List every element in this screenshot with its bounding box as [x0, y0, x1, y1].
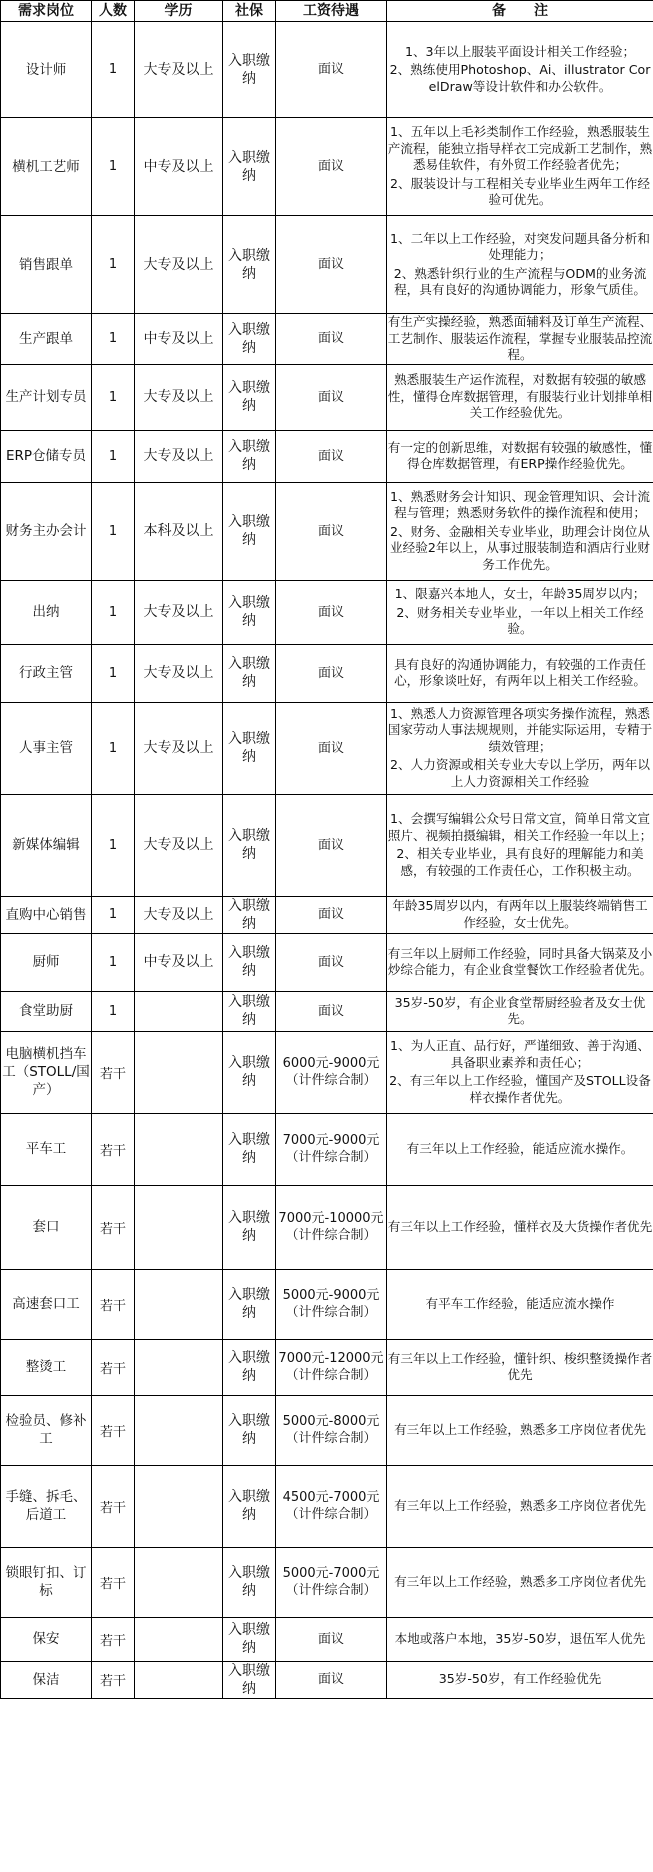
note-line: 2、人力资源或相关专业大专以上学历，两年以上人力资源相关工作经验 — [390, 757, 650, 789]
note-line: 有三年以上工作经验，能适应流水操作。 — [406, 1140, 634, 1156]
note-line: 有三年以上工作经验，熟悉多工序岗位者优先 — [394, 1497, 646, 1513]
headcount-cell: 若干 — [92, 1113, 135, 1185]
headcount-cell: 若干 — [92, 1547, 135, 1617]
note-line: 2、财务、金融相关专业毕业，助理会计岗位从业经验2年以上，从事过服装制造和酒店行业财务工作优先。 — [390, 523, 650, 572]
position-cell: 生产计划专员 — [1, 364, 92, 430]
salary-cell: 面议 — [276, 216, 387, 314]
note-line: 1、会撰写编辑公众号日常文宣，简单日常文宣照片、视频拍摄编辑，相关工作经验一年以上； — [387, 811, 653, 843]
notes-cell — [387, 1661, 653, 1698]
salary-cell: 6000元-9000元（计件综合制） — [276, 1031, 387, 1113]
position-cell: 食堂助厨 — [1, 991, 92, 1031]
table-row — [1, 1465, 653, 1547]
insurance-cell: 入职缴纳 — [223, 580, 276, 644]
headcount-cell: 1 — [92, 644, 135, 702]
notes-cell — [387, 216, 653, 314]
position-cell: 横机工艺师 — [1, 118, 92, 216]
salary-cell: 面议 — [276, 794, 387, 896]
notes-cell — [387, 991, 653, 1031]
education-cell — [135, 1339, 223, 1395]
position-cell: 高速套口工 — [1, 1269, 92, 1339]
table-row — [1, 482, 653, 580]
note-line: 1、二年以上工作经验，对突发问题具备分析和处理能力； — [390, 230, 650, 262]
position-cell: 出纳 — [1, 580, 92, 644]
headcount-cell: 1 — [92, 580, 135, 644]
note-line: 35岁-50岁，有工作经验优先 — [438, 1671, 602, 1687]
notes-cell — [387, 702, 653, 794]
position-cell: 设计师 — [1, 22, 92, 118]
header-education: 学历 — [135, 1, 223, 22]
position-cell: ERP仓储专员 — [1, 430, 92, 482]
table-row — [1, 991, 653, 1031]
note-line: 具有良好的沟通协调能力，有较强的工作责任心，形象谈吐好，有两年以上相关工作经验。 — [394, 656, 646, 688]
table-row — [1, 22, 653, 118]
salary-cell: 7000元-9000元（计件综合制） — [276, 1113, 387, 1185]
position-cell: 平车工 — [1, 1113, 92, 1185]
education-cell: 大专及以上 — [135, 702, 223, 794]
notes-cell — [387, 794, 653, 896]
note-line: 35岁-50岁，有企业食堂帮厨经验者及女士优先。 — [394, 994, 646, 1026]
position-cell: 新媒体编辑 — [1, 794, 92, 896]
note-line: 2、熟练使用Photoshop、Ai、illustrator CorelDraw等设计软件和办公软件。 — [389, 62, 651, 94]
header-salary: 工资待遇 — [276, 1, 387, 22]
header-row — [1, 1, 653, 22]
education-cell — [135, 1617, 223, 1661]
notes-cell — [387, 1465, 653, 1547]
insurance-cell: 入职缴纳 — [223, 1617, 276, 1661]
education-cell — [135, 1185, 223, 1269]
header-headcount: 人数 — [92, 1, 135, 22]
education-cell — [135, 1113, 223, 1185]
insurance-cell: 入职缴纳 — [223, 991, 276, 1031]
headcount-cell: 1 — [92, 364, 135, 430]
insurance-cell: 入职缴纳 — [223, 314, 276, 365]
table-row — [1, 580, 653, 644]
table-body — [1, 22, 653, 1699]
notes-cell — [387, 1185, 653, 1269]
education-cell: 本科及以上 — [135, 482, 223, 580]
headcount-cell: 若干 — [92, 1031, 135, 1113]
header-position: 需求岗位 — [1, 1, 92, 22]
education-cell — [135, 1465, 223, 1547]
position-cell: 财务主办会计 — [1, 482, 92, 580]
position-cell: 套口 — [1, 1185, 92, 1269]
note-line: 有三年以上工作经验，熟悉多工序岗位者优先 — [394, 1421, 646, 1437]
notes-cell — [387, 482, 653, 580]
education-cell: 大专及以上 — [135, 794, 223, 896]
insurance-cell: 入职缴纳 — [223, 22, 276, 118]
position-cell: 电脑横机挡车工（STOLL/国产） — [1, 1031, 92, 1113]
note-line: 2、有三年以上工作经验，懂国产及STOLL设备样衣操作者优先。 — [389, 1073, 651, 1105]
insurance-cell: 入职缴纳 — [223, 1031, 276, 1113]
notes-cell — [387, 1339, 653, 1395]
position-cell: 厨师 — [1, 933, 92, 991]
insurance-cell: 入职缴纳 — [223, 1339, 276, 1395]
note-line: 有三年以上工作经验，懂样衣及大货操作者优先 — [387, 1218, 653, 1234]
insurance-cell: 入职缴纳 — [223, 1113, 276, 1185]
position-cell: 行政主管 — [1, 644, 92, 702]
note-line: 有三年以上工作经验，懂针织、梭织整烫操作者优先 — [387, 1350, 653, 1382]
salary-cell: 面议 — [276, 896, 387, 933]
salary-cell: 7000元-12000元（计件综合制） — [276, 1339, 387, 1395]
salary-cell: 面议 — [276, 991, 387, 1031]
table-row — [1, 1547, 653, 1617]
education-cell: 中专及以上 — [135, 314, 223, 365]
salary-cell: 面议 — [276, 1617, 387, 1661]
salary-cell: 面议 — [276, 22, 387, 118]
notes-cell — [387, 933, 653, 991]
headcount-cell: 若干 — [92, 1465, 135, 1547]
position-cell: 人事主管 — [1, 702, 92, 794]
insurance-cell: 入职缴纳 — [223, 1661, 276, 1698]
insurance-cell: 入职缴纳 — [223, 482, 276, 580]
headcount-cell: 若干 — [92, 1395, 135, 1465]
insurance-cell: 入职缴纳 — [223, 364, 276, 430]
header-notes: 备 注 — [387, 1, 653, 22]
notes-cell — [387, 644, 653, 702]
insurance-cell: 入职缴纳 — [223, 118, 276, 216]
position-cell: 整烫工 — [1, 1339, 92, 1395]
headcount-cell: 若干 — [92, 1269, 135, 1339]
table-row — [1, 1339, 653, 1395]
insurance-cell: 入职缴纳 — [223, 702, 276, 794]
education-cell — [135, 1547, 223, 1617]
table-row — [1, 1185, 653, 1269]
insurance-cell: 入职缴纳 — [223, 430, 276, 482]
note-line: 有三年以上工作经验，熟悉多工序岗位者优先 — [394, 1573, 646, 1589]
table-row — [1, 1269, 653, 1339]
table-row — [1, 1031, 653, 1113]
insurance-cell: 入职缴纳 — [223, 933, 276, 991]
note-line: 熟悉服装生产运作流程，对数据有较强的敏感性，懂得仓库数据管理，有服装行业计划排单相关工作经验优先。 — [387, 372, 653, 421]
education-cell: 大专及以上 — [135, 22, 223, 118]
notes-cell — [387, 364, 653, 430]
education-cell: 大专及以上 — [135, 896, 223, 933]
table-row — [1, 702, 653, 794]
headcount-cell: 若干 — [92, 1661, 135, 1698]
note-line: 1、五年以上毛衫类制作工作经验，熟悉服装生产流程，能独立指导样衣工完成新工艺制作，熟悉易佳软件，有外贸工作经验者优先； — [387, 124, 653, 173]
note-line: 1、为人正直、品行好，严谨细致、善于沟通、具备职业素养和责任心； — [390, 1038, 650, 1070]
salary-cell: 面议 — [276, 1661, 387, 1698]
insurance-cell: 入职缴纳 — [223, 216, 276, 314]
notes-cell — [387, 1031, 653, 1113]
table-row — [1, 314, 653, 365]
notes-cell — [387, 118, 653, 216]
salary-cell: 面议 — [276, 644, 387, 702]
table-row — [1, 1617, 653, 1661]
insurance-cell: 入职缴纳 — [223, 1395, 276, 1465]
header-insurance: 社保 — [223, 1, 276, 22]
salary-cell: 面议 — [276, 933, 387, 991]
table-row — [1, 1395, 653, 1465]
note-line: 2、相关专业毕业，具有良好的理解能力和美感，有较强的工作责任心，工作积极主动。 — [396, 846, 644, 878]
headcount-cell: 1 — [92, 118, 135, 216]
insurance-cell: 入职缴纳 — [223, 1465, 276, 1547]
notes-cell — [387, 1395, 653, 1465]
salary-cell: 4500元-7000元（计件综合制） — [276, 1465, 387, 1547]
education-cell — [135, 1269, 223, 1339]
notes-cell — [387, 1269, 653, 1339]
education-cell: 中专及以上 — [135, 118, 223, 216]
headcount-cell: 1 — [92, 702, 135, 794]
headcount-cell: 1 — [92, 482, 135, 580]
table-row — [1, 1661, 653, 1698]
salary-cell: 面议 — [276, 482, 387, 580]
note-line: 本地或落户本地，35岁-50岁，退伍军人优先 — [394, 1630, 646, 1646]
headcount-cell: 1 — [92, 430, 135, 482]
salary-cell: 面议 — [276, 580, 387, 644]
note-line: 1、3年以上服装平面设计相关工作经验； — [404, 43, 636, 59]
notes-cell — [387, 314, 653, 365]
note-line: 有生产实操经验，熟悉面辅料及订单生产流程、工艺制作、服装运作流程，掌握专业服装品控流程。 — [387, 314, 653, 362]
education-cell: 大专及以上 — [135, 644, 223, 702]
note-line: 有一定的创新思维，对数据有较强的敏感性，懂得仓库数据管理，有ERP操作经验优先。 — [387, 439, 653, 471]
note-line: 2、熟悉针织行业的生产流程与ODM的业务流程，具有良好的沟通协调能力，形象气质佳。 — [393, 265, 647, 297]
note-line: 有平车工作经验，能适应流水操作 — [425, 1295, 615, 1311]
position-cell: 检验员、修补工 — [1, 1395, 92, 1465]
notes-cell — [387, 430, 653, 482]
position-cell: 保洁 — [1, 1661, 92, 1698]
education-cell — [135, 991, 223, 1031]
position-cell: 生产跟单 — [1, 314, 92, 365]
position-cell: 直购中心销售 — [1, 896, 92, 933]
headcount-cell: 1 — [92, 216, 135, 314]
notes-cell — [387, 1547, 653, 1617]
position-cell: 手缝、拆毛、后道工 — [1, 1465, 92, 1547]
headcount-cell: 1 — [92, 794, 135, 896]
education-cell: 大专及以上 — [135, 580, 223, 644]
note-line: 1、熟悉财务会计知识、现金管理知识、会计流程与管理；熟悉财务软件的操作流程和使用； — [390, 488, 650, 521]
headcount-cell: 若干 — [92, 1185, 135, 1269]
insurance-cell: 入职缴纳 — [223, 896, 276, 933]
notes-cell — [387, 1113, 653, 1185]
table-row — [1, 644, 653, 702]
salary-cell: 面议 — [276, 118, 387, 216]
education-cell: 大专及以上 — [135, 364, 223, 430]
table-row — [1, 1113, 653, 1185]
education-cell — [135, 1395, 223, 1465]
education-cell: 大专及以上 — [135, 216, 223, 314]
salary-cell: 面议 — [276, 702, 387, 794]
table-row — [1, 118, 653, 216]
headcount-cell: 若干 — [92, 1617, 135, 1661]
headcount-cell: 1 — [92, 933, 135, 991]
headcount-cell: 若干 — [92, 1339, 135, 1395]
notes-cell — [387, 22, 653, 118]
education-cell: 中专及以上 — [135, 933, 223, 991]
note-line: 有三年以上厨师工作经验，同时具备大锅菜及小炒综合能力，有企业食堂餐饮工作经验者优先。 — [387, 945, 653, 977]
note-line: 年龄35周岁以内，有两年以上服装终端销售工作经验，女士优先。 — [392, 898, 648, 930]
headcount-cell: 1 — [92, 896, 135, 933]
salary-cell: 5000元-7000元（计件综合制） — [276, 1547, 387, 1617]
salary-cell: 面议 — [276, 314, 387, 365]
position-cell: 销售跟单 — [1, 216, 92, 314]
note-line: 1、限嘉兴本地人，女士，年龄35周岁以内； — [394, 586, 646, 602]
notes-cell — [387, 896, 653, 933]
table-row — [1, 896, 653, 933]
notes-cell — [387, 580, 653, 644]
insurance-cell: 入职缴纳 — [223, 1269, 276, 1339]
education-cell: 大专及以上 — [135, 430, 223, 482]
table-row — [1, 364, 653, 430]
headcount-cell: 1 — [92, 991, 135, 1031]
salary-cell: 面议 — [276, 364, 387, 430]
position-cell: 锁眼钉扣、订标 — [1, 1547, 92, 1617]
salary-cell: 5000元-9000元（计件综合制） — [276, 1269, 387, 1339]
insurance-cell: 入职缴纳 — [223, 1547, 276, 1617]
insurance-cell: 入职缴纳 — [223, 1185, 276, 1269]
note-line: 2、服装设计与工程相关专业毕业生两年工作经验可优先。 — [390, 175, 650, 208]
salary-cell: 7000元-10000元（计件综合制） — [276, 1185, 387, 1269]
headcount-cell: 1 — [92, 314, 135, 365]
education-cell — [135, 1031, 223, 1113]
notes-cell — [387, 1617, 653, 1661]
position-cell: 保安 — [1, 1617, 92, 1661]
headcount-cell: 1 — [92, 22, 135, 118]
insurance-cell: 入职缴纳 — [223, 644, 276, 702]
note-line: 2、财务相关专业毕业，一年以上相关工作经验。 — [396, 604, 644, 637]
table-row — [1, 933, 653, 991]
table-row — [1, 794, 653, 896]
salary-cell: 5000元-8000元（计件综合制） — [276, 1395, 387, 1465]
insurance-cell: 入职缴纳 — [223, 794, 276, 896]
table-row — [1, 216, 653, 314]
table-row — [1, 430, 653, 482]
salary-cell: 面议 — [276, 430, 387, 482]
education-cell — [135, 1661, 223, 1698]
note-line: 1、熟悉人力资源管理各项实务操作流程，熟悉国家劳动人事法规规则，并能实际运用，专精于绩效管理； — [387, 705, 653, 754]
